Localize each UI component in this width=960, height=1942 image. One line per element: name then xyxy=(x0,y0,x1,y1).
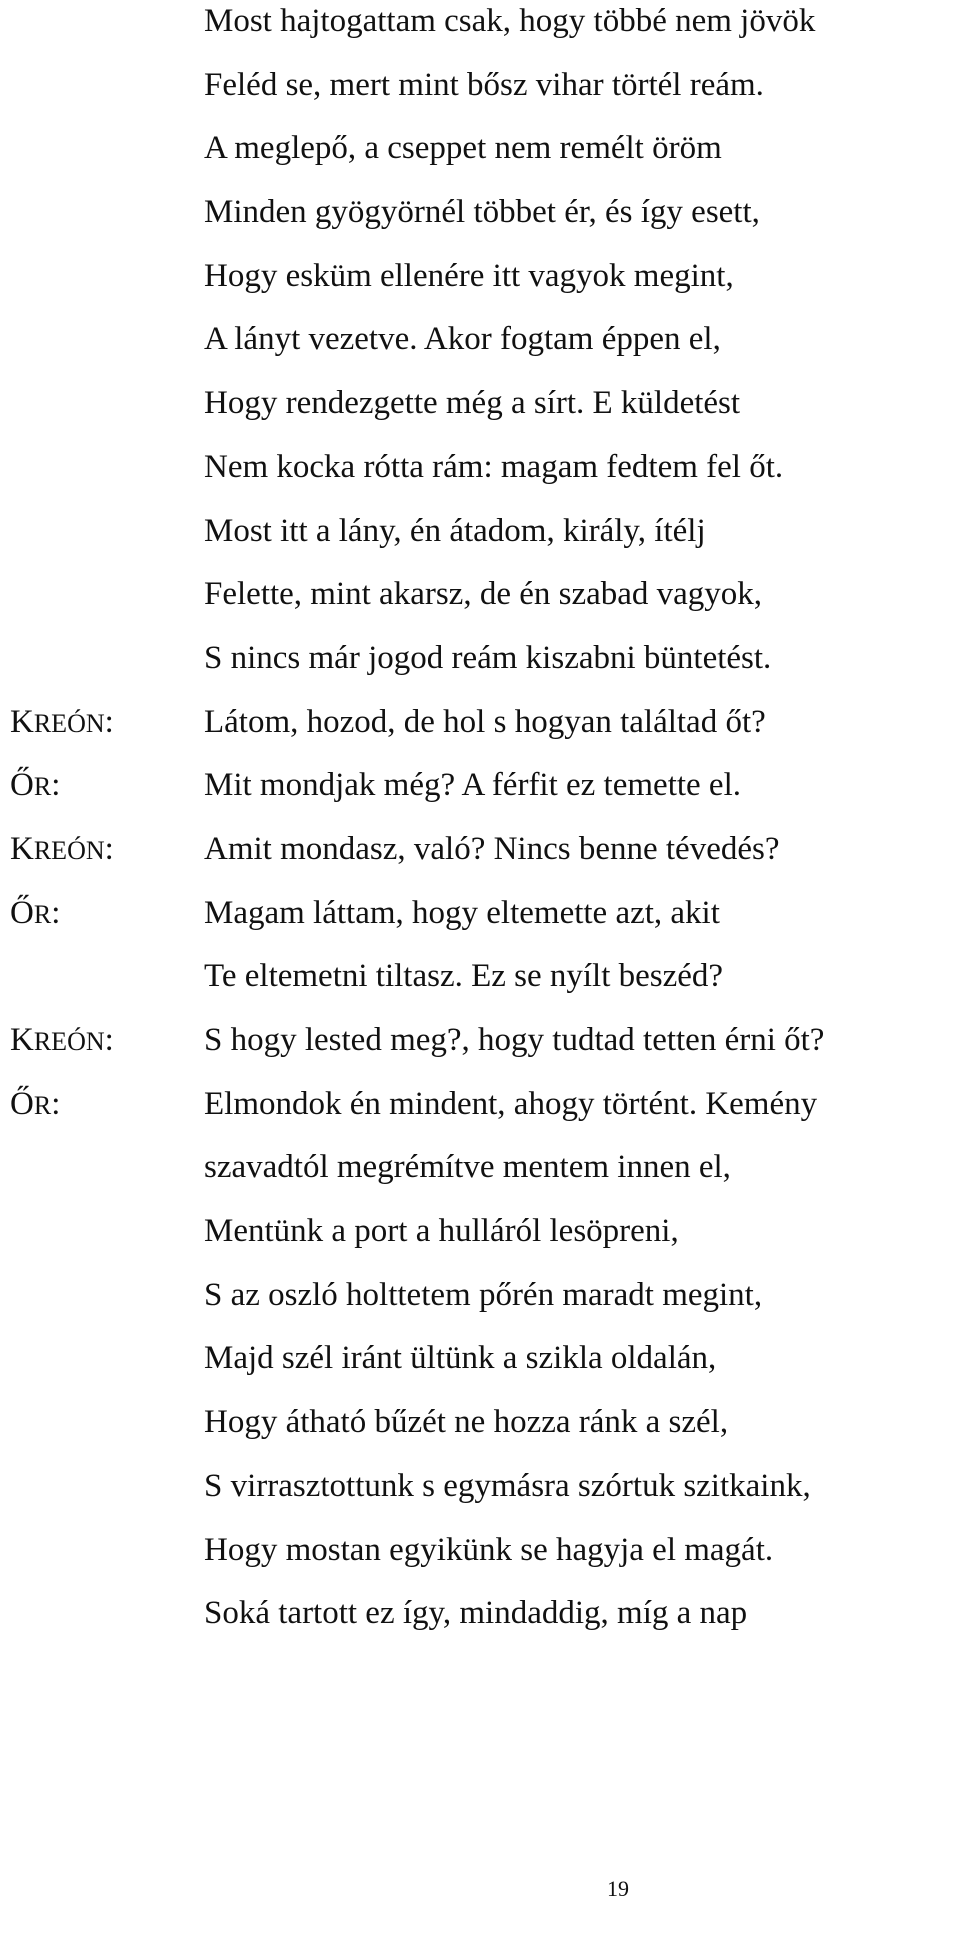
verse-text: Hogy rendezgette még a sírt. E küldetést xyxy=(204,385,741,422)
verse-text: Minden gyögyörnél többet ér, és így esett, xyxy=(204,194,760,231)
verse-text: Felette, mint akarsz, de én szabad vagyok, xyxy=(204,576,763,613)
verse-line xyxy=(0,1582,960,1646)
verse-text: A meglepő, a cseppet nem remélt öröm xyxy=(204,130,722,167)
verse-line xyxy=(0,245,960,309)
verse-line xyxy=(0,1073,960,1137)
speaker-label: KREÓN: xyxy=(10,703,114,740)
verse-line xyxy=(0,372,960,436)
verse-line xyxy=(0,1009,960,1073)
verse-line xyxy=(0,1519,960,1583)
verse-text: Amit mondasz, való? Nincs benne tévedés? xyxy=(204,830,780,867)
verse-line xyxy=(0,0,960,54)
verse-line xyxy=(0,1391,960,1455)
verse-line xyxy=(0,436,960,500)
verse-text: szavadtól megrémítve mentem innen el, xyxy=(204,1149,731,1186)
verse-text: Elmondok én mindent, ahogy történt. Kemény xyxy=(204,1085,818,1122)
verse-text: S virrasztottunk s egymásra szórtuk szitkaink, xyxy=(204,1467,811,1504)
verse-line xyxy=(0,818,960,882)
verse-text: Hogy esküm ellenére itt vagyok megint, xyxy=(204,257,734,294)
verse-text: Mentünk a port a hulláról lesöpreni, xyxy=(204,1213,679,1250)
speaker-label: ŐR: xyxy=(10,1085,61,1122)
verse-line xyxy=(0,691,960,755)
speaker-label: KREÓN: xyxy=(10,1022,114,1058)
verse-text: S nincs már jogod reám kiszabni büntetést. xyxy=(204,639,772,676)
verse-text: Hogy mostan egyikünk se hagyja el magát. xyxy=(204,1531,774,1568)
verse-text: Mit mondjak még? A férfit ez temette el. xyxy=(204,767,741,804)
verse-text: Nem kocka rótta rám: magam fedtem fel őt. xyxy=(204,448,784,485)
verse-text: Magam láttam, hogy eltemette azt, akit xyxy=(204,894,720,931)
speaker-label: KREÓN: xyxy=(10,830,114,867)
page-number: 19 xyxy=(607,1876,629,1901)
verse-line xyxy=(0,627,960,691)
verse-line xyxy=(0,563,960,627)
verse-text: Most hajtogattam csak, hogy többé nem jövök xyxy=(204,3,816,39)
verse-line xyxy=(0,1136,960,1200)
verse-text: Hogy átható bűzét ne hozza ránk a szél, xyxy=(204,1404,729,1441)
verse-line xyxy=(0,1264,960,1328)
speaker-label: ŐR: xyxy=(10,767,61,804)
verse-line xyxy=(0,308,960,372)
verse-text: A lányt vezetve. Akor fogtam éppen el, xyxy=(204,321,721,358)
verse-text: Te eltemetni tiltasz. Ez se nyílt beszéd? xyxy=(204,958,724,995)
verse-line xyxy=(0,1455,960,1519)
verse-line xyxy=(0,1327,960,1391)
verse-line xyxy=(0,181,960,245)
verse-text: Majd szél iránt ültünk a szikla oldalán, xyxy=(204,1340,717,1377)
verse-line xyxy=(0,1200,960,1264)
verse-text: S az oszló holttetem pőrén maradt megint, xyxy=(204,1276,763,1313)
verse-line xyxy=(0,754,960,818)
verse-line xyxy=(0,500,960,564)
verse-line xyxy=(0,945,960,1009)
verse-text: Feléd se, mert mint bősz vihar törtél reám. xyxy=(204,66,764,103)
speaker-label: ŐR: xyxy=(10,894,61,931)
verse-text: Most itt a lány, én átadom, király, ítélj xyxy=(204,512,706,549)
verse-line xyxy=(0,117,960,181)
verse-text: Soká tartott ez így, mindaddig, míg a nap xyxy=(204,1595,748,1632)
verse-text: Látom, hozod, de hol s hogyan találtad őt? xyxy=(204,703,766,740)
verse-line xyxy=(0,882,960,946)
verse-text: S hogy lested meg?, hogy tudtad tetten érni őt? xyxy=(204,1022,825,1058)
verse-line xyxy=(0,54,960,118)
page-number-row xyxy=(0,1874,960,1904)
